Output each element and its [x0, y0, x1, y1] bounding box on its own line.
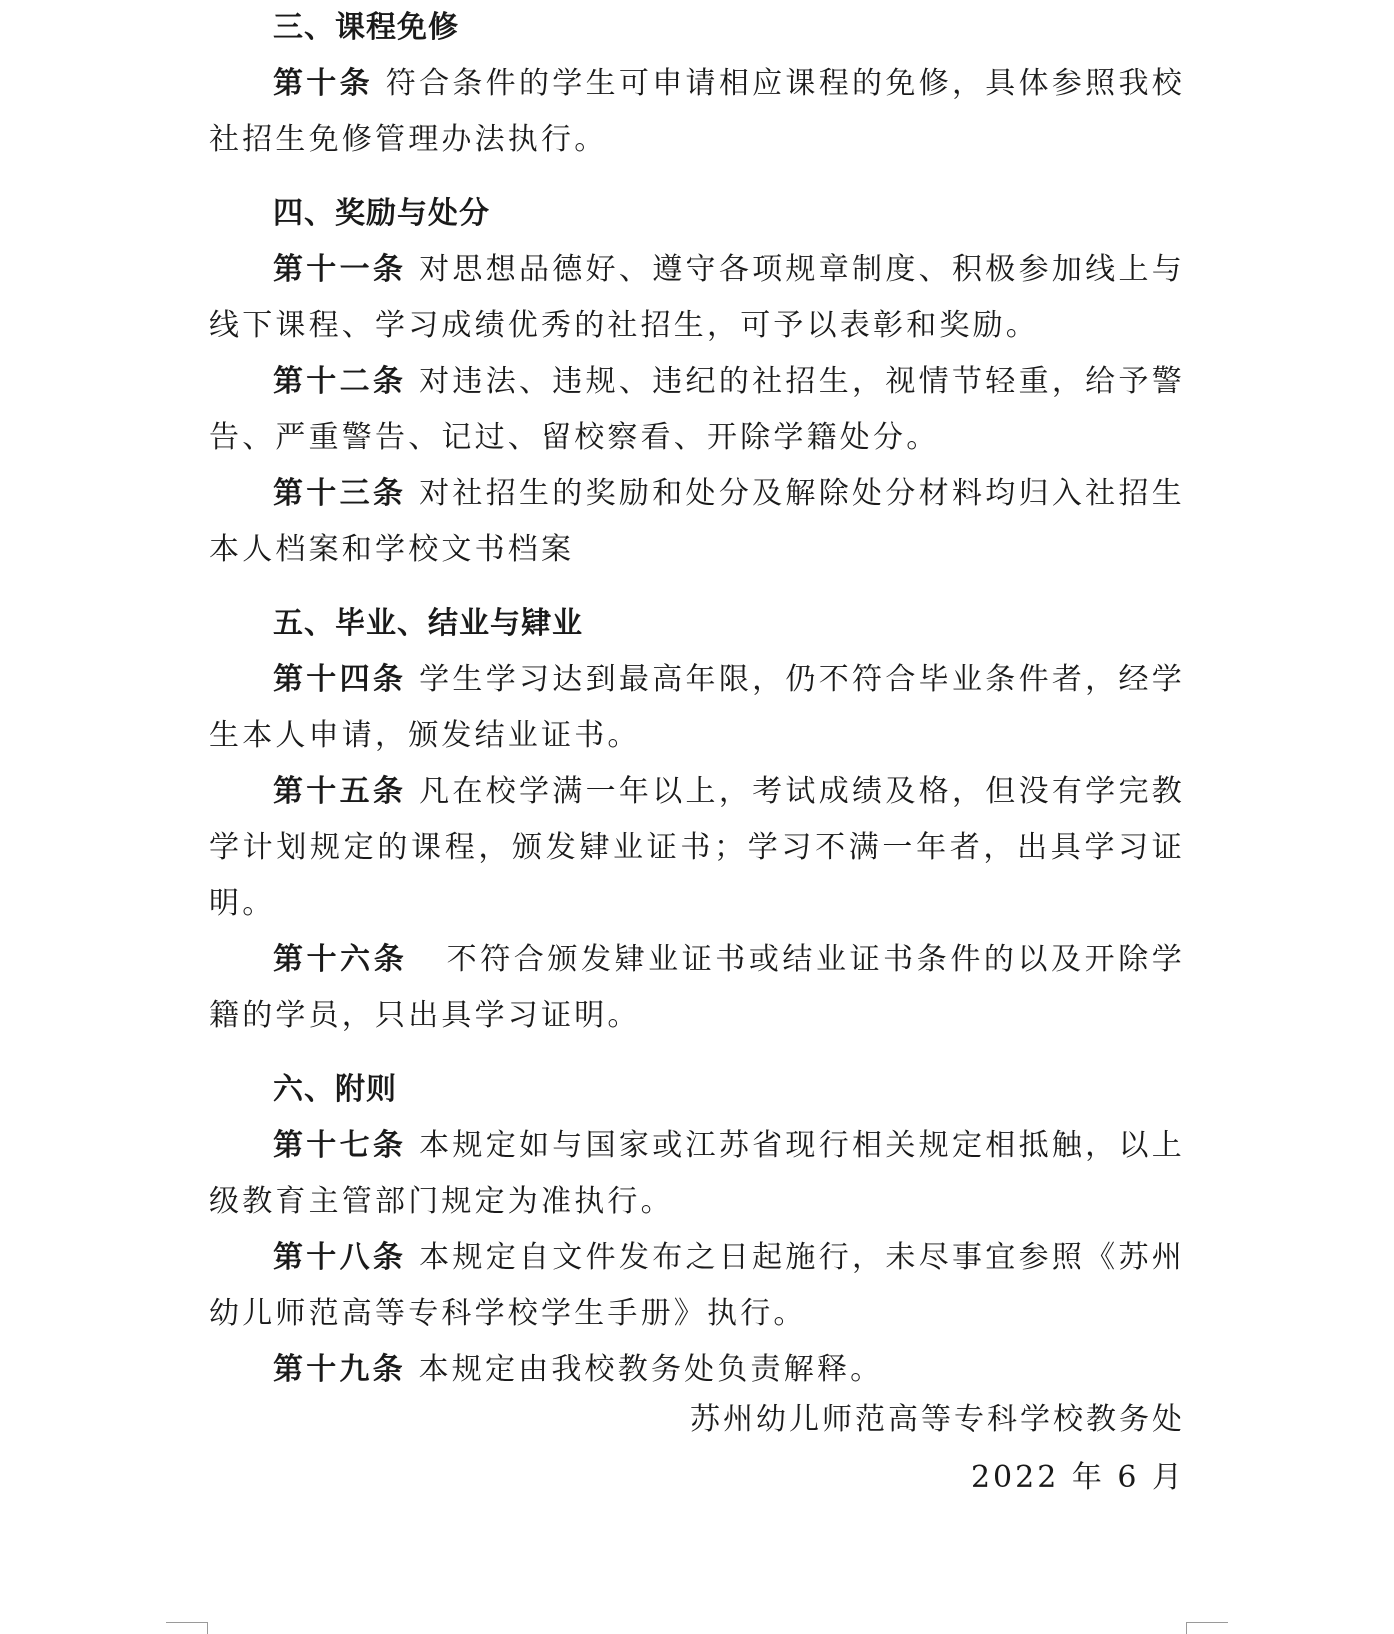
article-number: 第十三条	[273, 476, 407, 511]
article-text: 对思想品德好、遵守各项规章制度、积极参加线上与线下课程、学习成绩优秀的社招生，可予以表彰和奖励。	[209, 252, 1185, 343]
article-number: 第十二条	[273, 364, 407, 399]
article-12	[209, 354, 1185, 466]
signature-date: 2022 年 6 月	[970, 1460, 1185, 1495]
signature-org: 苏州幼儿师范高等专科学校教务处	[690, 1402, 1185, 1437]
article-number: 第十一条	[273, 252, 407, 287]
section-heading-4: 四、奖励与处分	[273, 196, 490, 231]
article-text: 本规定由我校教务处负责解释。	[418, 1352, 884, 1387]
article-number: 第十六条	[273, 942, 408, 977]
article-text: 本规定自文件发布之日起施行，未尽事宜参照《苏州幼儿师范高等专科学校学生手册》执行。	[209, 1240, 1185, 1331]
crop-mark-right	[1186, 1622, 1228, 1623]
article-10	[209, 56, 1185, 168]
article-text: 本规定如与国家或江苏省现行相关规定相抵触，以上级教育主管部门规定为准执行。	[209, 1128, 1185, 1219]
article-number: 第十九条	[273, 1352, 406, 1387]
article-number: 第十八条	[273, 1240, 407, 1275]
section-heading-6: 六、附则	[273, 1072, 397, 1107]
section-heading-3: 三、课程免修	[273, 10, 459, 45]
article-text: 符合条件的学生可申请相应课程的免修，具体参照我校社招生免修管理办法执行。	[209, 66, 1185, 157]
document-body	[209, 0, 1185, 1495]
article-19	[209, 1342, 1185, 1398]
article-15	[209, 764, 1185, 932]
article-13	[209, 466, 1185, 578]
article-18	[209, 1230, 1185, 1342]
article-text: 凡在校学满一年以上，考试成绩及格，但没有学完教学计划规定的课程，颁发肄业证书；学习不满一年者，出具学习证明。	[209, 774, 1185, 921]
crop-mark-left	[166, 1622, 208, 1623]
article-number: 第十条	[273, 66, 373, 101]
article-number: 第十五条	[273, 774, 407, 809]
article-text: 学生学习达到最高年限，仍不符合毕业条件者，经学生本人申请，颁发结业证书。	[209, 662, 1185, 753]
article-number: 第十七条	[273, 1128, 407, 1163]
article-text: 不符合颁发肄业证书或结业证书条件的以及开除学籍的学员，只出具学习证明。	[209, 942, 1185, 1033]
article-11	[209, 242, 1185, 354]
article-text: 对违法、违规、违纪的社招生，视情节轻重，给予警告、严重警告、记过、留校察看、开除学籍处分。	[209, 364, 1185, 455]
article-14	[209, 652, 1185, 764]
article-text: 对社招生的奖励和处分及解除处分材料均归入社招生本人档案和学校文书档案	[209, 476, 1185, 567]
article-17	[209, 1118, 1185, 1230]
section-heading-5: 五、毕业、结业与肄业	[273, 606, 583, 641]
article-16	[209, 932, 1185, 1044]
article-number: 第十四条	[273, 662, 407, 697]
